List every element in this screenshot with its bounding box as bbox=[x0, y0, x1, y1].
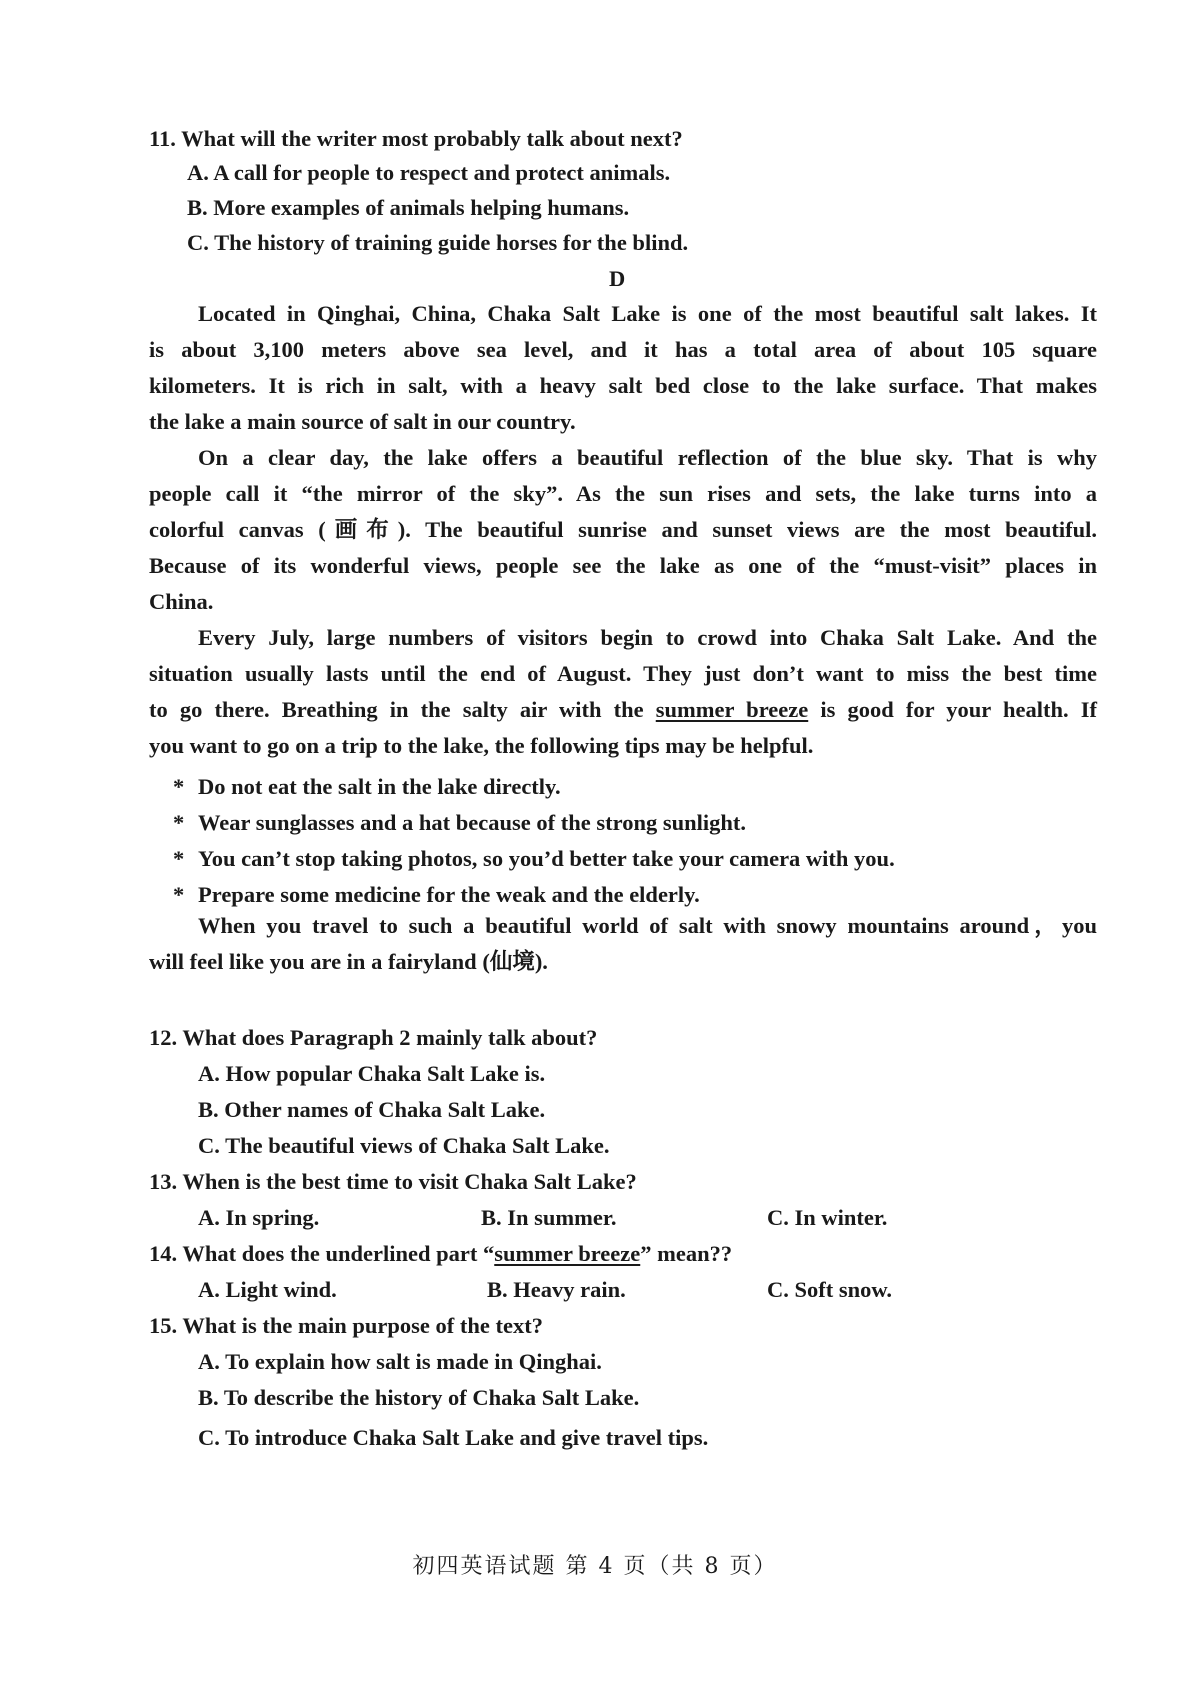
tip-marker: * bbox=[173, 810, 185, 835]
tip-item: Do not eat the salt in the lake directly. bbox=[198, 774, 561, 799]
q14-option-a: A. Light wind. bbox=[198, 1277, 337, 1302]
q13-option-c: C. In winter. bbox=[767, 1205, 888, 1230]
p3-line-3-end: is good for your health. If bbox=[808, 697, 1097, 722]
q15-question: 15. What is the main purpose of the text? bbox=[149, 1313, 543, 1338]
tip-marker: * bbox=[173, 846, 185, 871]
p1-line-1: Located in Qinghai, China, Chaka Salt Lake is one of the most beautiful salt lakes. It bbox=[198, 301, 1097, 326]
tip-item: Prepare some medicine for the weak and the elderly. bbox=[198, 882, 700, 907]
p3-line-3-start: to go there. Breathing in the salty air with the bbox=[149, 697, 656, 722]
p3-line-3 bbox=[149, 692, 1097, 728]
q15-option-a: A. To explain how salt is made in Qinghai. bbox=[198, 1349, 602, 1374]
q12-option-a: A. How popular Chaka Salt Lake is. bbox=[198, 1061, 546, 1086]
p2-line-3: colorful canvas (画布). The beautiful sunrise and sunset views are the most beautiful. bbox=[149, 517, 1097, 542]
tip-marker: * bbox=[173, 882, 185, 907]
p3-line-2: situation usually lasts until the end of August. They just don’t want to miss the best time bbox=[149, 661, 1097, 686]
q12-option-c: C. The beautiful views of Chaka Salt Lake. bbox=[198, 1133, 610, 1158]
q14-question bbox=[149, 1243, 732, 1266]
p1-line-4: the lake a main source of salt in our country. bbox=[149, 409, 576, 434]
q15-option-c: C. To introduce Chaka Salt Lake and give travel tips. bbox=[198, 1425, 709, 1450]
p1-line-2: is about 3,100 meters above sea level, and it has a total area of about 105 square bbox=[149, 337, 1097, 362]
q11-question: 11. What will the writer most probably talk about next? bbox=[149, 126, 683, 151]
p3-line-1: Every July, large numbers of visitors begin to crowd into Chaka Salt Lake. And the bbox=[198, 625, 1097, 650]
q11-option-b: B. More examples of animals helping humans. bbox=[187, 195, 630, 220]
q15-option-b: B. To describe the history of Chaka Salt Lake. bbox=[198, 1385, 640, 1410]
q14-option-b: B. Heavy rain. bbox=[487, 1277, 626, 1302]
passage-heading: D bbox=[609, 266, 626, 291]
p2-line-1: On a clear day, the lake offers a beautiful reflection of the blue sky. That is why bbox=[198, 445, 1097, 470]
p3-line-4: you want to go on a trip to the lake, the following tips may be helpful. bbox=[149, 733, 814, 758]
q12-question: 12. What does Paragraph 2 mainly talk about? bbox=[149, 1025, 598, 1050]
p2-line-4: Because of its wonderful views, people see the lake as one of the “must-visit” places in bbox=[149, 553, 1097, 578]
q14-question-start: 14. What does the underlined part “ bbox=[149, 1241, 495, 1266]
underlined-summer-breeze: summer breeze bbox=[655, 697, 809, 722]
q14-question-end: ” mean?? bbox=[640, 1241, 733, 1266]
q13-option-a: A. In spring. bbox=[198, 1205, 320, 1230]
q11-option-c: C. The history of training guide horses for the blind. bbox=[187, 230, 689, 255]
q12-option-b: B. Other names of Chaka Salt Lake. bbox=[198, 1097, 546, 1122]
q14-underlined-phrase: summer breeze bbox=[494, 1241, 641, 1266]
tip-item: Wear sunglasses and a hat because of the strong sunlight. bbox=[198, 810, 747, 835]
q11-option-a: A. A call for people to respect and protect animals. bbox=[187, 160, 671, 185]
tip-marker: * bbox=[173, 774, 185, 799]
q13-question: 13. When is the best time to visit Chaka Salt Lake? bbox=[149, 1169, 637, 1194]
page-footer: 初四英语试题 第 4 页（共 8 页） bbox=[412, 1554, 778, 1579]
p4-line-1: When you travel to such a beautiful world of salt with snowy mountains around，you bbox=[198, 913, 1097, 938]
p4-line-2: will feel like you are in a fairyland (仙境). bbox=[149, 949, 548, 974]
p2-line-2: people call it “the mirror of the sky”. As the sun rises and sets, the lake turns into a bbox=[149, 481, 1097, 506]
q14-option-c: C. Soft snow. bbox=[767, 1277, 893, 1302]
tip-item: You can’t stop taking photos, so you’d better take your camera with you. bbox=[198, 846, 895, 871]
q13-option-b: B. In summer. bbox=[481, 1205, 617, 1230]
p1-line-3: kilometers. It is rich in salt, with a heavy salt bed close to the lake surface. That makes bbox=[149, 373, 1097, 398]
p2-line-5: China. bbox=[149, 589, 214, 614]
